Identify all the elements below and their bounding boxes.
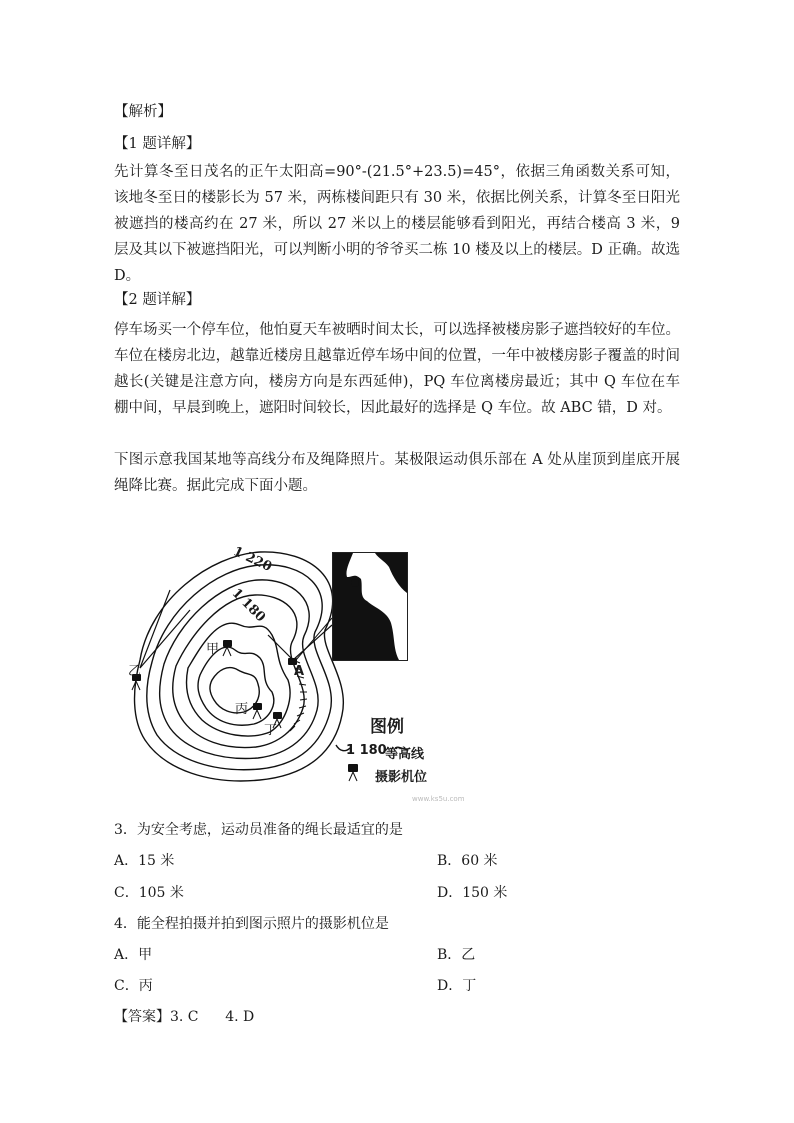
legend-camera-label: 摄影机位: [375, 770, 428, 785]
intro-text: 下图示意我国某地等高线分布及绳降照片。某极限运动俱乐部在 A 处从崖顶到崖底开展绳降比赛。据此完成下面小题。: [114, 452, 680, 494]
answer-text: 3. C 4. D: [170, 1009, 255, 1025]
question-3-option-d[interactable]: D．150 米: [437, 885, 508, 901]
watermark: www.ks5u.com: [412, 795, 465, 803]
question-4-option-d[interactable]: D．丁: [437, 978, 477, 994]
question-3-option-b[interactable]: B．60 米: [437, 853, 498, 869]
question-3-stem: 3．为安全考虑，运动员准备的绳长最适宜的是: [114, 822, 403, 838]
label-ding: 丁: [264, 723, 278, 738]
rappel-photo: [332, 552, 408, 661]
question-3-option-a[interactable]: A．15 米: [114, 853, 175, 869]
answer-line: [114, 1007, 254, 1027]
q2-heading: 【2 题详解】: [114, 292, 201, 308]
question-4-option-c[interactable]: C．丙: [114, 978, 153, 994]
legend-contour-label: 等高线: [385, 747, 425, 762]
label-jia: 甲: [206, 642, 220, 657]
q1-heading: 【1 题详解】: [114, 136, 201, 152]
label-a: A: [294, 664, 305, 679]
q1-explanation: 先计算冬至日茂名的正午太阳高=90°-(21.5°+23.5)=45°，依据三角函数关系可知，该地冬至日的楼影长为 57 米，两栋楼间距只有 30 米，依据比例关系，计算冬至日阳光被遮挡的楼高约在 27 米，所以 27 米以上的楼层能够看到阳光，再结合楼高 3 米，9 层及其以下被遮挡阳光，可以判断小明的爷爷买二栋 10 楼及以上的楼层。D 正确。故选 D。: [114, 164, 680, 284]
q2-explanation: 停车场买一个停车位，他怕夏天车被晒时间太长，可以选择被楼房影子遮挡较好的车位。车位在楼房北边，越靠近楼房且越靠近停车场中间的位置，一年中被楼房影子覆盖的时间越长(关键是注意方向，楼房方向是东西延伸)，PQ 车位离楼房最近；其中 Q 车位在车棚中间，早晨到晚上，遮阳时间较长，因此最好的选择是 Q 车位。故 ABC 错，D 对。: [114, 322, 680, 416]
question-3-option-c[interactable]: C．105 米: [114, 885, 184, 901]
contour-label-1220: 1 220: [230, 544, 274, 575]
climber-icon: [351, 579, 359, 587]
label-yi: 乙: [128, 664, 142, 679]
contour-label-1180: 1 180: [228, 585, 269, 626]
legend-title: 图例: [370, 717, 404, 737]
question-4-stem: 4．能全程拍摄并拍到图示照片的摄影机位是: [114, 916, 389, 932]
answer-label: 【答案】: [114, 1009, 170, 1025]
legend-camera-icon: [348, 764, 358, 781]
label-bing: 丙: [235, 702, 249, 717]
camera-icon-bing: [253, 703, 262, 719]
cliff-silhouette: [333, 553, 399, 660]
analysis-label: 【解析】: [114, 104, 172, 120]
legend-contour-value: 1 180: [346, 743, 387, 758]
question-4-option-a[interactable]: A．甲: [114, 947, 153, 963]
question-4-option-b[interactable]: B．乙: [437, 947, 476, 963]
